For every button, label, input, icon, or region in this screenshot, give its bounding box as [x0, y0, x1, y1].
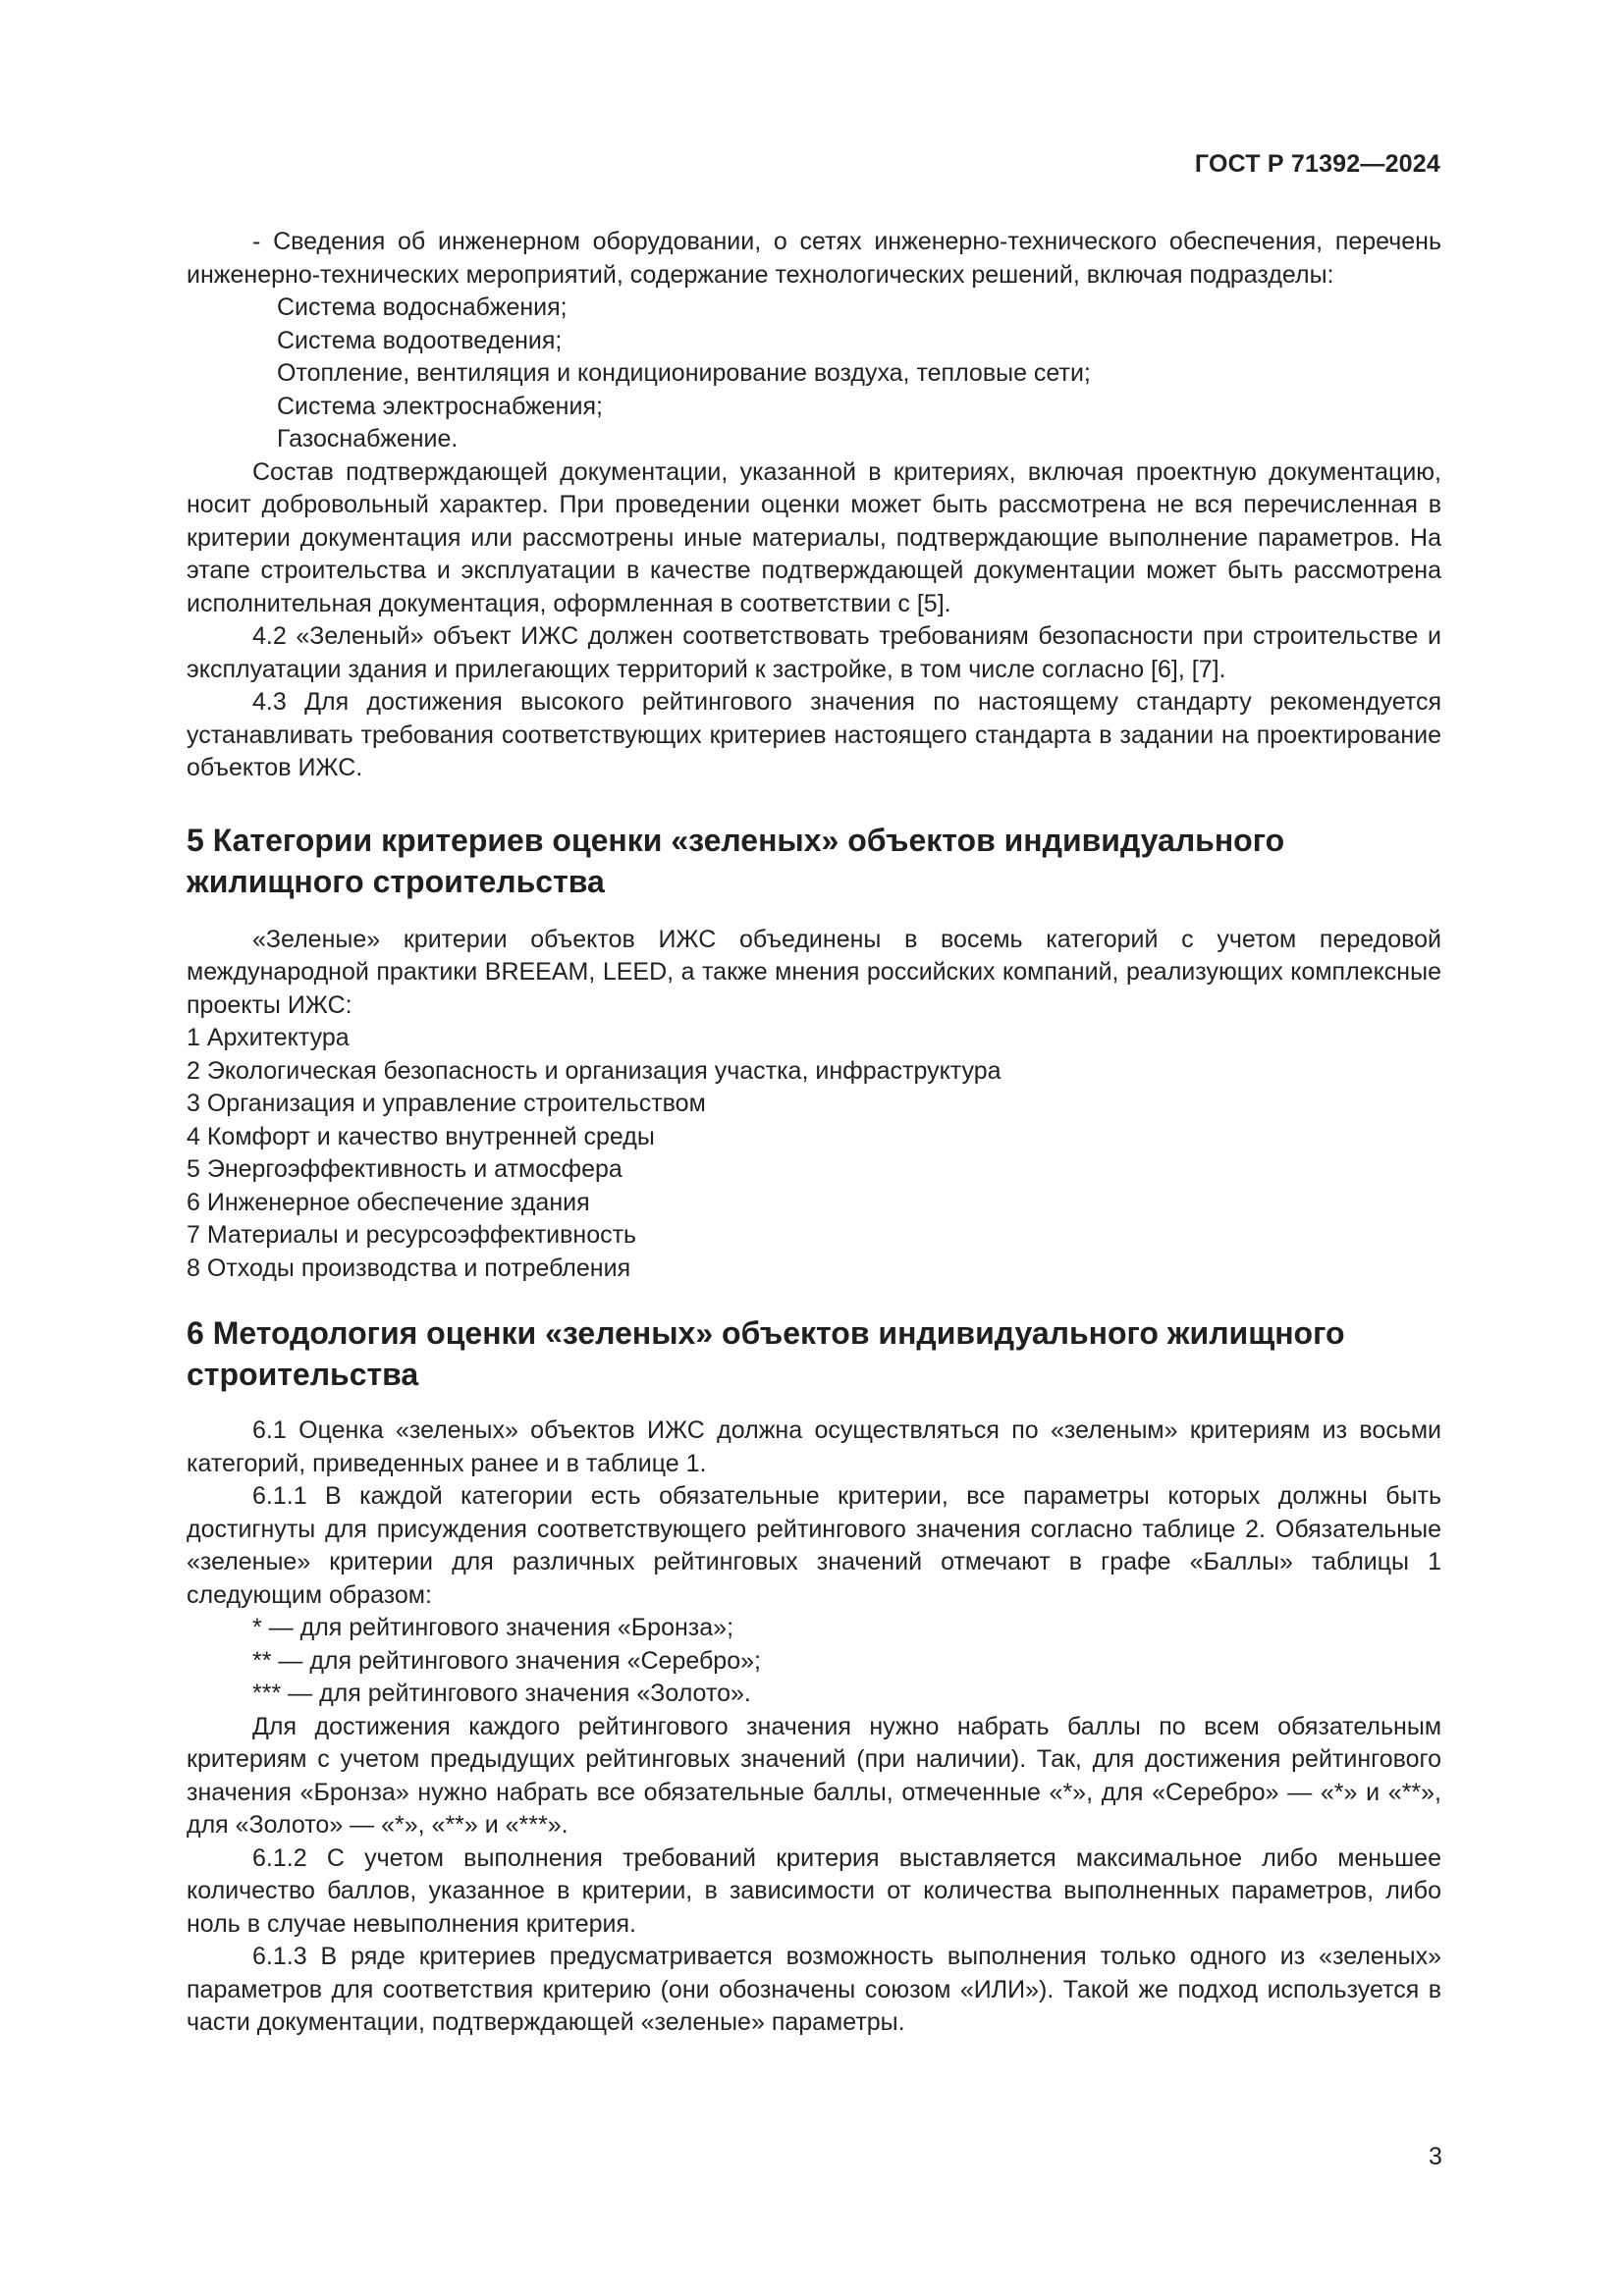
- paragraph-4-3: 4.3 Для достижения высокого рейтингового значения по настоящему стандарту рекомендуется устанавливать требования соответствующих критериев настоящего стандарта в задании на проектирование объектов ИЖС.: [187, 688, 1441, 781]
- subsection-item: Система электроснабжения;: [277, 392, 603, 420]
- section-5-intro: «Зеленые» критерии объектов ИЖС объединены в восемь категорий с учетом передовой международной практики BREEAM, LEED, а также мнения российских компаний, реализующих комплексные проекты ИЖС:: [187, 925, 1441, 1019]
- category-list: [187, 1022, 1441, 1285]
- section-5-title: 5 Категории критериев оценки «зеленых» объектов индивидуального жилищного строительства: [187, 822, 1285, 899]
- list-item: 8 Отходы производства и потребления: [187, 1254, 631, 1282]
- list-item: 4 Комфорт и качество внутренней среды: [187, 1122, 655, 1150]
- list-item: 1 Архитектура: [187, 1024, 350, 1051]
- subsection-item: Отопление, вентиляция и кондиционирование воздуха, тепловые сети;: [277, 359, 1091, 387]
- mark-item: * — для рейтингового значения «Бронза»;: [252, 1614, 734, 1641]
- subsection-item: Система водоснабжения;: [277, 294, 568, 321]
- paragraph-6-1-2: 6.1.2 С учетом выполнения требований критерия выставляется максимальное либо меньшее количество баллов, указанное в критерии, в зависимости от количества выполненных параметров, либо ноль в случае невыполнения критерия.: [187, 1843, 1441, 1938]
- subsection-item: Газоснабжение.: [277, 425, 459, 453]
- list-item: 3 Организация и управление строительством: [187, 1090, 706, 1117]
- paragraph-rating-requirements: Для достижения каждого рейтингового значения нужно набрать баллы по всем обязательным критериям с учетом предыдущих рейтинговых значений (при наличии). Так, для достижения рейтингового значения «Бронза» нужно набрать все обязательные баллы, отмеченные «*», для «Серебро» — «*» и «**», для «Золото» — «*», «**» и «***».: [187, 1712, 1441, 1839]
- list-item: 5 Энергоэффективность и атмосфера: [187, 1155, 623, 1183]
- mark-item: ** — для рейтингового значения «Серебро»;: [252, 1646, 761, 1675]
- standard-code: ГОСТ Р 71392—2024: [1194, 150, 1440, 178]
- page-content: [187, 226, 1441, 2040]
- subsection-item: Система водоотведения;: [277, 326, 563, 354]
- list-item: 2 Экологическая безопасность и организация участка, инфраструктура: [187, 1056, 1001, 1085]
- page-number: 3: [1429, 2143, 1442, 2170]
- paragraph-6-1-3: 6.1.3 В ряде критериев предусматривается возможность выполнения только одного из «зеленых» параметров для соответствия критерию (они обозначены союзом «ИЛИ»). Такой же подход используется в части документации, подтверждающей «зеленые» параметры.: [187, 1943, 1441, 2036]
- mark-item: *** — для рейтингового значения «Золото».: [252, 1680, 751, 1707]
- paragraph-4-2: 4.2 «Зеленый» объект ИЖС должен соответствовать требованиям безопасности при строительстве и эксплуатации здания и прилегающих территорий к застройке, в том числе согласно [6], [7].: [187, 622, 1441, 683]
- paragraph-6-1: 6.1 Оценка «зеленых» объектов ИЖС должна осуществляться по «зеленым» критериям из восьми категорий, приведенных ранее и в таблице 1.: [187, 1416, 1441, 1477]
- list-item: 6 Инженерное обеспечение здания: [187, 1188, 590, 1216]
- section-6-title: 6 Методология оценки «зеленых» объектов индивидуального жилищного строительства: [187, 1315, 1345, 1392]
- paragraph-documentation: Состав подтверждающей документации, указанной в критериях, включая проектную документацию, носит добровольный характер. При проведении оценки может быть рассмотрена не вся перечисленная в критерии документация или рассмотрены иные материалы, подтверждающие выполнение параметров. На этапе строительства и эксплуатации в качестве подтверждающей документации может быть рассмотрена исполнительная документация, оформленная в соответствии с [5].: [187, 457, 1441, 617]
- dash-item: - Сведения об инженерном оборудовании, о сетях инженерно-технического обеспечения, перечень инженерно-технических мероприятий, содержание технологических решений, включая подразделы:: [187, 228, 1441, 289]
- list-item: 7 Материалы и ресурсоэффективность: [187, 1221, 637, 1249]
- paragraph-6-1-1: 6.1.1 В каждой категории есть обязательные критерии, все параметры которых должны быть достигнуты для присуждения соответствующего рейтингового значения согласно таблице 2. Обязательные «зеленые» критерии для различных рейтинговых значений отмечают в графе «Баллы» таблицы 1 следующим образом:: [187, 1482, 1441, 1609]
